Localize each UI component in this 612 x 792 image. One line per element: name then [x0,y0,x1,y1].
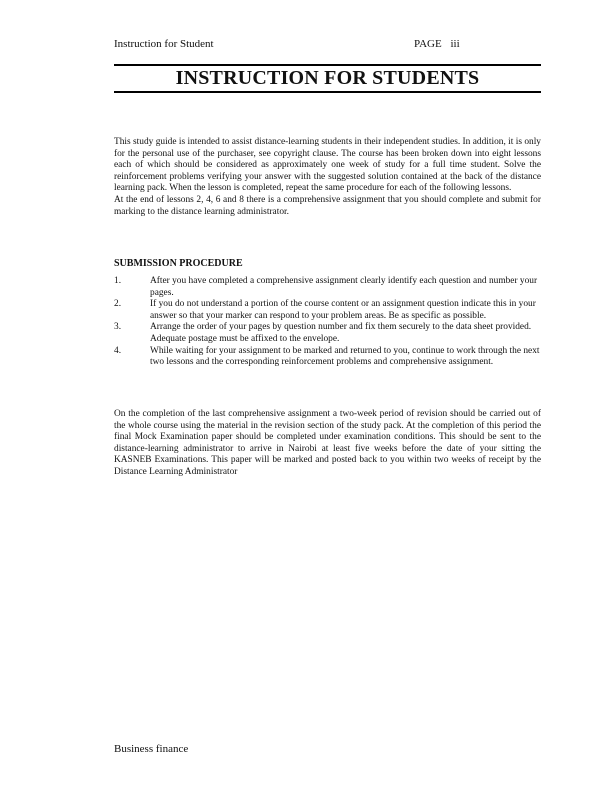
list-item [114,346,541,369]
submission-heading: SUBMISSION PROCEDURE [114,258,243,269]
title-bottom-rule [114,91,541,93]
step-text: Arrange the order of your pages by question number and fix them securely to the data sheet provided. Adequate postage must be affixed to the envelope. [150,322,532,344]
title-top-rule [114,64,541,66]
page-title: INSTRUCTION FOR STUDENTS [175,67,480,89]
intro-paragraph-1: This study guide is intended to assist distance-learning students in their independent studies. In addition, it is only for the personal use of the purchaser, see copyright clause. The course has been broken down into eight lessons each of which should be considered as approximately one week of study for a full time student. Solve the reinforcement problems verifying your answer with the suggested solution contained at the back of the distance learning pack. When the lesson is completed, repeat the same procedure for each of the following lessons. [114,137,541,194]
header-page-number: PAGE iii [414,38,460,50]
header-left-text: Instruction for Student [114,38,214,50]
list-item [114,276,541,299]
step-text: While waiting for your assignment to be marked and returned to you, continue to work through the next two lessons and the corresponding reinforcement problems and comprehensive assignment. [150,345,540,368]
step-number: 3. [114,322,122,333]
step-number: 4. [114,345,122,356]
step-number: 2. [114,299,122,310]
list-item [114,322,541,345]
closing-paragraph: On the completion of the last comprehensive assignment a two-week period of revision should be carried out of the whole course using the material in the revision section of the study pack. At the completion of this period the final Mock Examination paper should be completed under examination conditions. This should be sent to the distance-learning administrator to arrive in Nairobi at least five weeks before the date of your sitting the KASNEB Examinations. This paper will be marked and posted back to you within two weeks of receipt by the Distance Learning Administrator [114,409,541,477]
step-text: After you have completed a comprehensive assignment clearly identify each question and number your pages. [150,276,538,298]
step-text: If you do not understand a portion of the course content or an assignment question indicate this in your answer so that your marker can respond to your problem areas. Be as specific as possible. [150,299,536,321]
intro-section [114,137,541,218]
intro-paragraph-2: At the end of lessons 2, 4, 6 and 8 there is a comprehensive assignment that you should complete and submit for marking to the distance learning administrator. [114,194,541,217]
submission-steps-list [114,276,541,369]
footer-text: Business finance [114,743,189,755]
step-number: 1. [114,276,122,286]
list-item [114,299,541,322]
